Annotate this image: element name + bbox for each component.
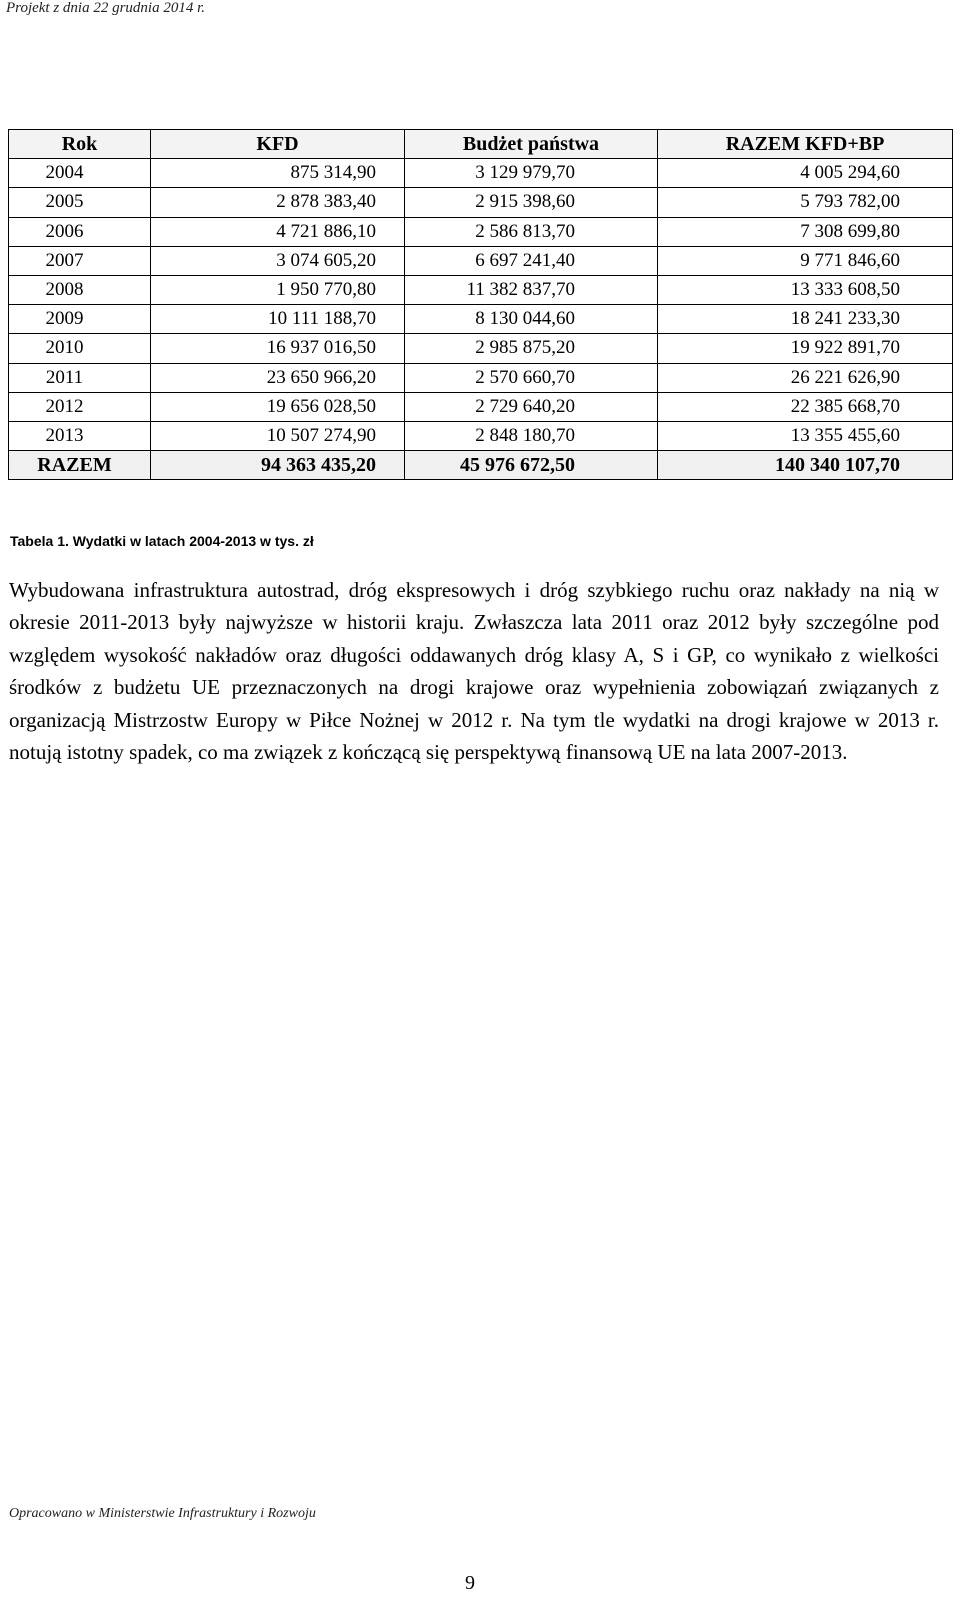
expenditure-table — [8, 129, 953, 480]
column-header-kfd: KFD — [151, 130, 405, 159]
cell-year: 2010 — [9, 334, 151, 363]
table-row — [9, 217, 953, 246]
column-header-state-budget: Budżet państwa — [405, 130, 658, 159]
page-number: 9 — [465, 1572, 475, 1594]
table-total-row — [9, 451, 953, 480]
column-header-total: RAZEM KFD+BP — [658, 130, 953, 159]
cell-total: 4 005 294,60 — [658, 159, 953, 188]
cell-kfd: 3 074 605,20 — [151, 246, 405, 275]
cell-year: 2006 — [9, 217, 151, 246]
cell-kfd: 875 314,90 — [151, 159, 405, 188]
table-row — [9, 363, 953, 392]
cell-state-budget: 8 130 044,60 — [405, 305, 658, 334]
cell-kfd: 1 950 770,80 — [151, 275, 405, 304]
cell-year: 2005 — [9, 188, 151, 217]
cell-state-budget: 2 729 640,20 — [405, 392, 658, 421]
cell-total: 7 308 699,80 — [658, 217, 953, 246]
cell-total-state-budget: 45 976 672,50 — [405, 451, 658, 480]
cell-kfd: 23 650 966,20 — [151, 363, 405, 392]
footer-note: Opracowano w Ministerstwie Infrastruktury i Rozwoju — [9, 1506, 316, 1521]
cell-year: 2008 — [9, 275, 151, 304]
cell-grand-total: 140 340 107,70 — [658, 451, 953, 480]
cell-kfd: 16 937 016,50 — [151, 334, 405, 363]
cell-total-label: RAZEM — [9, 451, 151, 480]
cell-total: 13 333 608,50 — [658, 275, 953, 304]
cell-state-budget: 2 570 660,70 — [405, 363, 658, 392]
cell-total: 18 241 233,30 — [658, 305, 953, 334]
cell-state-budget: 2 985 875,20 — [405, 334, 658, 363]
table-header-row — [9, 130, 953, 159]
cell-kfd: 2 878 383,40 — [151, 188, 405, 217]
cell-kfd: 19 656 028,50 — [151, 392, 405, 421]
table-row — [9, 275, 953, 304]
body-paragraph: Wybudowana infrastruktura autostrad, dróg ekspresowych i dróg szybkiego ruchu oraz nakłady na nią w okresie 2011-2013 były najwyższe w historii kraju. Zwłaszcza lata 2011 oraz 2012 były szczególne pod względem wysokość nakładów oraz długości oddawanych dróg klasy A, S i GP, co wynikało z wielkości środków z budżetu UE przeznaczonych na drogi krajowe oraz wypełnienia zobowiązań związanych z organizacją Mistrzostw Europy w Piłce Nożnej w 2012 r. Na tym tle wydatki na drogi krajowe w 2013 r. notują istotny spadek, co ma związek z kończącą się perspektywą finansową UE na lata 2007-2013. — [9, 578, 939, 765]
cell-year: 2013 — [9, 421, 151, 450]
table-caption: Tabela 1. Wydatki w latach 2004-2013 w tys. zł — [10, 533, 314, 549]
table-row — [9, 188, 953, 217]
table-row — [9, 305, 953, 334]
cell-state-budget: 3 129 979,70 — [405, 159, 658, 188]
table-row — [9, 392, 953, 421]
cell-year: 2011 — [9, 363, 151, 392]
table-row — [9, 246, 953, 275]
cell-total-kfd: 94 363 435,20 — [151, 451, 405, 480]
cell-state-budget: 11 382 837,70 — [405, 275, 658, 304]
cell-kfd: 4 721 886,10 — [151, 217, 405, 246]
column-header-year: Rok — [9, 130, 151, 159]
cell-kfd: 10 507 274,90 — [151, 421, 405, 450]
table-row — [9, 421, 953, 450]
cell-kfd: 10 111 188,70 — [151, 305, 405, 334]
cell-total: 19 922 891,70 — [658, 334, 953, 363]
cell-year: 2012 — [9, 392, 151, 421]
table-row — [9, 334, 953, 363]
cell-total: 13 355 455,60 — [658, 421, 953, 450]
cell-year: 2004 — [9, 159, 151, 188]
table-row — [9, 159, 953, 188]
cell-total: 5 793 782,00 — [658, 188, 953, 217]
cell-state-budget: 2 586 813,70 — [405, 217, 658, 246]
cell-state-budget: 2 915 398,60 — [405, 188, 658, 217]
cell-state-budget: 2 848 180,70 — [405, 421, 658, 450]
cell-year: 2009 — [9, 305, 151, 334]
cell-total: 22 385 668,70 — [658, 392, 953, 421]
document-header-note: Projekt z dnia 22 grudnia 2014 r. — [6, 0, 206, 16]
cell-state-budget: 6 697 241,40 — [405, 246, 658, 275]
cell-total: 9 771 846,60 — [658, 246, 953, 275]
cell-total: 26 221 626,90 — [658, 363, 953, 392]
cell-year: 2007 — [9, 246, 151, 275]
